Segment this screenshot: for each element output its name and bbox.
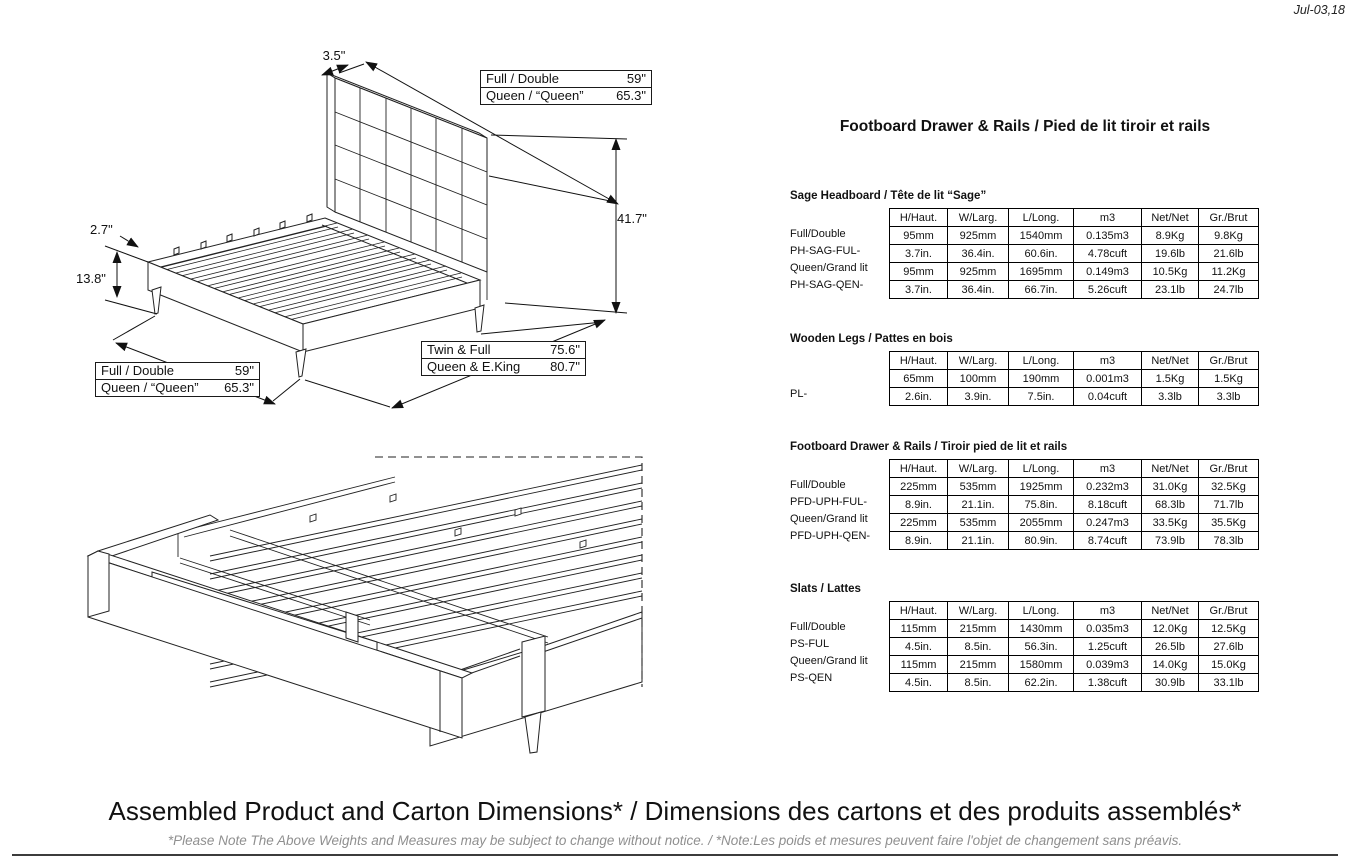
row-label: PL-	[790, 388, 808, 400]
bed-leg	[525, 712, 541, 753]
col-header: Gr./Brut	[1199, 209, 1259, 227]
cell: 115mm	[890, 656, 948, 674]
cell: 66.7in.	[1009, 281, 1074, 299]
cell: 8.5in.	[948, 674, 1009, 692]
cell: 12.5Kg	[1199, 620, 1259, 638]
cell: 8.9in.	[890, 496, 948, 514]
cell: 33.5Kg	[1142, 514, 1199, 532]
cell: 1.38cuft	[1074, 674, 1142, 692]
cell: 0.149m3	[1074, 263, 1142, 281]
cell: 21.6lb	[1199, 245, 1259, 263]
section-heading: Wooden Legs / Pattes en bois	[790, 333, 953, 345]
width-dimension-box-bottom	[95, 362, 260, 397]
row-label: Queen/Grand lit	[790, 513, 868, 525]
cell: 3.7in.	[890, 245, 948, 263]
col-header: W/Larg.	[948, 602, 1009, 620]
row-labels-column	[790, 601, 889, 692]
row-label: PS-QEN	[790, 672, 833, 684]
table-row	[890, 263, 1259, 281]
col-header: W/Larg.	[948, 352, 1009, 370]
footer-note: *Please Note The Above Weights and Measures may be subject to change without notice. / *Note:Les poids et mesures peuvent faire l'objet de changement sans préavis.	[167, 833, 1183, 848]
size-value: 59"	[626, 71, 646, 86]
cell: 26.5lb	[1142, 638, 1199, 656]
row-labels-column	[790, 351, 889, 406]
cell: 3.3lb	[1142, 388, 1199, 406]
cell: 60.6in.	[1009, 245, 1074, 263]
cell: 925mm	[948, 227, 1009, 245]
cell: 21.1in.	[948, 532, 1009, 550]
cell: 1925mm	[1009, 478, 1074, 496]
cell: 71.7lb	[1199, 496, 1259, 514]
col-header: H/Haut.	[890, 352, 948, 370]
spec-section	[790, 583, 1272, 692]
cell: 95mm	[890, 227, 948, 245]
col-header: H/Haut.	[890, 602, 948, 620]
cell: 68.3lb	[1142, 496, 1199, 514]
cell: 0.135m3	[1074, 227, 1142, 245]
row-labels-column	[790, 459, 889, 550]
headboard-height-label: 41.7"	[617, 211, 647, 226]
cell: 31.0Kg	[1142, 478, 1199, 496]
dimensions-table	[889, 601, 1259, 692]
date-stamp: Jul-03,18	[1293, 3, 1345, 17]
col-header: Net/Net	[1142, 460, 1199, 478]
cell: 11.2Kg	[1199, 263, 1259, 281]
cell: 1.25cuft	[1074, 638, 1142, 656]
cell: 4.78cuft	[1074, 245, 1142, 263]
cell: 14.0Kg	[1142, 656, 1199, 674]
cell: 925mm	[948, 263, 1009, 281]
cell: 8.9in.	[890, 532, 948, 550]
size-name: Queen / “Queen”	[101, 380, 199, 395]
row-label: PH-SAG-QEN-	[790, 279, 864, 291]
col-header: m3	[1074, 352, 1142, 370]
row-label: PH-SAG-FUL-	[790, 245, 861, 257]
cell: 32.5Kg	[1199, 478, 1259, 496]
spec-section	[790, 333, 1272, 406]
cell: 62.2in.	[1009, 674, 1074, 692]
cell: 3.3lb	[1199, 388, 1259, 406]
table-row	[890, 656, 1259, 674]
cell: 100mm	[948, 370, 1009, 388]
col-header: Gr./Brut	[1199, 602, 1259, 620]
col-header: Net/Net	[1142, 602, 1199, 620]
cell: 33.1lb	[1199, 674, 1259, 692]
col-header: L/Long.	[1009, 209, 1074, 227]
size-name: Full / Double	[486, 71, 559, 86]
row-label: PFD-UPH-QEN-	[790, 530, 871, 542]
cell: 27.6lb	[1199, 638, 1259, 656]
section-heading: Slats / Lattes	[790, 583, 861, 595]
dimensions-table	[889, 459, 1259, 550]
cell: 8.9Kg	[1142, 227, 1199, 245]
cell: 30.9lb	[1142, 674, 1199, 692]
cell: 7.5in.	[1009, 388, 1074, 406]
cell: 535mm	[948, 514, 1009, 532]
cell: 0.232m3	[1074, 478, 1142, 496]
cell: 36.4in.	[948, 281, 1009, 299]
cell: 95mm	[890, 263, 948, 281]
row-label: Full/Double	[790, 479, 846, 491]
spec-section	[790, 441, 1272, 550]
cell: 3.9in.	[948, 388, 1009, 406]
col-header: Gr./Brut	[1199, 460, 1259, 478]
cell: 3.7in.	[890, 281, 948, 299]
cell: 78.3lb	[1199, 532, 1259, 550]
size-value: 59"	[234, 363, 254, 378]
length-dimension-box	[421, 341, 586, 376]
dimensions-table	[889, 208, 1259, 299]
table-row	[890, 388, 1259, 406]
row-label: Queen/Grand lit	[790, 655, 868, 667]
row-label: Full/Double	[790, 621, 846, 633]
cell: 0.04cuft	[1074, 388, 1142, 406]
col-header: W/Larg.	[948, 209, 1009, 227]
cell: 21.1in.	[948, 496, 1009, 514]
table-row	[890, 478, 1259, 496]
cell: 65mm	[890, 370, 948, 388]
page-title: Footboard Drawer & Rails / Pied de lit tiroir et rails	[839, 118, 1211, 135]
table-row	[890, 370, 1259, 388]
dimensions-table	[889, 351, 1259, 406]
cell: 75.8in.	[1009, 496, 1074, 514]
section-heading: Footboard Drawer & Rails / Tiroir pied de lit et rails	[790, 441, 1068, 453]
col-header: L/Long.	[1009, 460, 1074, 478]
cell: 1695mm	[1009, 263, 1074, 281]
cell: 5.26cuft	[1074, 281, 1142, 299]
cell: 1430mm	[1009, 620, 1074, 638]
drawer-divider	[346, 612, 358, 642]
size-value: 65.3"	[224, 380, 254, 395]
table-row	[890, 496, 1259, 514]
width-dimension-box-top	[480, 70, 652, 105]
cell: 1.5Kg	[1142, 370, 1199, 388]
col-header: L/Long.	[1009, 602, 1074, 620]
size-value: 80.7"	[550, 359, 580, 374]
cell: 0.247m3	[1074, 514, 1142, 532]
spec-section	[790, 190, 1272, 299]
size-name: Twin & Full	[427, 342, 491, 357]
table-row	[890, 514, 1259, 532]
cell: 12.0Kg	[1142, 620, 1199, 638]
col-header: H/Haut.	[890, 460, 948, 478]
cell: 19.6lb	[1142, 245, 1199, 263]
row-label: PFD-UPH-FUL-	[790, 496, 867, 508]
table-row	[890, 620, 1259, 638]
cell: 80.9in.	[1009, 532, 1074, 550]
footer-divider	[12, 854, 1338, 856]
cell: 35.5Kg	[1199, 514, 1259, 532]
cell: 36.4in.	[948, 245, 1009, 263]
footboard-drawer-diagram	[60, 430, 700, 770]
table-row	[890, 281, 1259, 299]
section-heading: Sage Headboard / Tête de lit “Sage”	[790, 190, 987, 202]
headboard-thickness-label: 3.5"	[322, 48, 346, 63]
col-header: m3	[1074, 209, 1142, 227]
size-name: Full / Double	[101, 363, 174, 378]
cell: 24.7lb	[1199, 281, 1259, 299]
row-label: Full/Double	[790, 228, 846, 240]
cell: 0.039m3	[1074, 656, 1142, 674]
cell: 4.5in.	[890, 674, 948, 692]
cell: 10.5Kg	[1142, 263, 1199, 281]
size-value: 75.6"	[550, 342, 580, 357]
col-header: m3	[1074, 460, 1142, 478]
table-row	[890, 227, 1259, 245]
cell: 225mm	[890, 514, 948, 532]
cell: 2.6in.	[890, 388, 948, 406]
table-row	[890, 532, 1259, 550]
cell: 535mm	[948, 478, 1009, 496]
size-name: Queen / “Queen”	[486, 88, 584, 103]
cell: 1580mm	[1009, 656, 1074, 674]
cell: 8.18cuft	[1074, 496, 1142, 514]
cell: 2055mm	[1009, 514, 1074, 532]
col-header: L/Long.	[1009, 352, 1074, 370]
cell: 4.5in.	[890, 638, 948, 656]
col-header: Gr./Brut	[1199, 352, 1259, 370]
cell: 115mm	[890, 620, 948, 638]
cell: 23.1lb	[1142, 281, 1199, 299]
row-label: Queen/Grand lit	[790, 262, 868, 274]
cell: 1.5Kg	[1199, 370, 1259, 388]
platform-height-label: 13.8"	[76, 271, 106, 286]
row-label: PS-FUL	[790, 638, 830, 650]
table-row	[890, 674, 1259, 692]
row-label	[790, 369, 889, 386]
cell: 9.8Kg	[1199, 227, 1259, 245]
cell: 215mm	[948, 620, 1009, 638]
table-row	[890, 245, 1259, 263]
size-name: Queen & E.King	[427, 359, 521, 374]
cell: 190mm	[1009, 370, 1074, 388]
size-value: 65.3"	[616, 88, 646, 103]
col-header: W/Larg.	[948, 460, 1009, 478]
cell: 73.9lb	[1142, 532, 1199, 550]
cell: 8.5in.	[948, 638, 1009, 656]
footer-heading: Assembled Product and Carton Dimensions* / Dimensions des cartons et des produits assemblés*	[108, 796, 1242, 826]
cell: 56.3in.	[1009, 638, 1074, 656]
col-header: m3	[1074, 602, 1142, 620]
rail-thickness-label: 2.7"	[90, 222, 113, 237]
cell: 0.035m3	[1074, 620, 1142, 638]
table-row	[890, 638, 1259, 656]
col-header: Net/Net	[1142, 352, 1199, 370]
cell: 215mm	[948, 656, 1009, 674]
cell: 0.001m3	[1074, 370, 1142, 388]
col-header: H/Haut.	[890, 209, 948, 227]
col-header: Net/Net	[1142, 209, 1199, 227]
row-labels-column	[790, 208, 889, 299]
cell: 8.74cuft	[1074, 532, 1142, 550]
cell: 225mm	[890, 478, 948, 496]
cell: 1540mm	[1009, 227, 1074, 245]
storage-drawer	[88, 515, 520, 738]
cell: 15.0Kg	[1199, 656, 1259, 674]
